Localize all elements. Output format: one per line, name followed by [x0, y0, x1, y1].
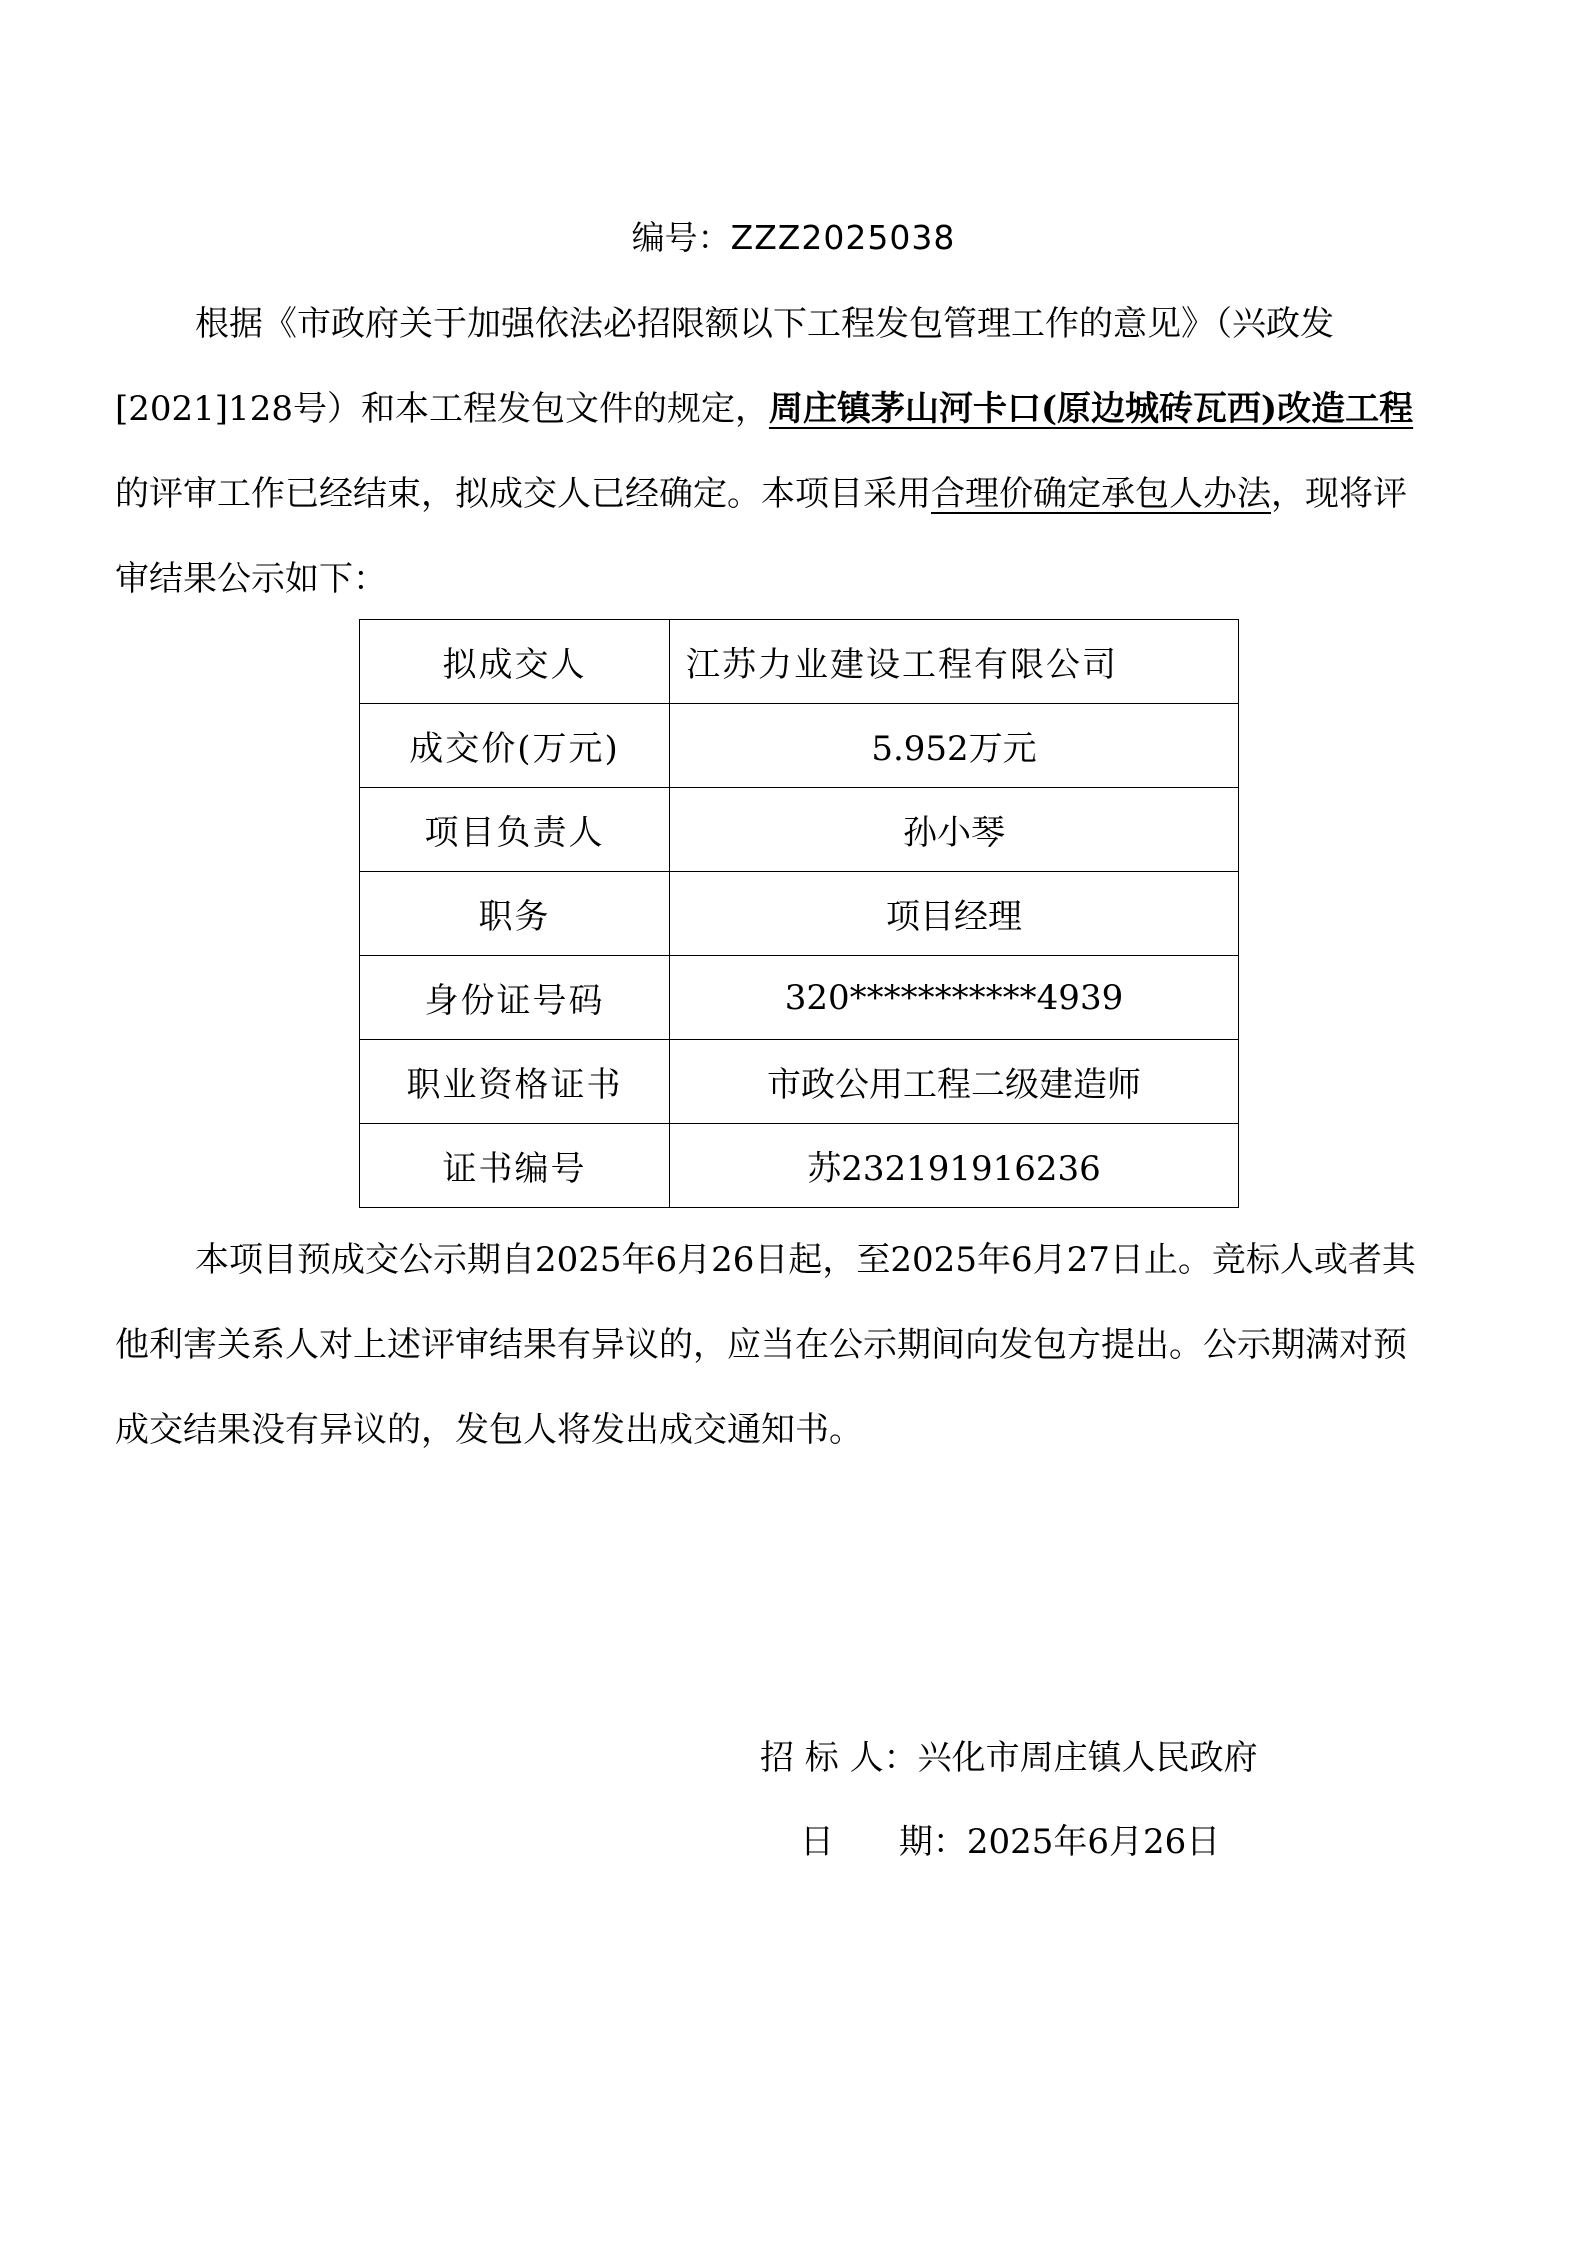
table-row [360, 704, 1239, 788]
row-label: 项目负责人 [360, 788, 670, 872]
row-label: 成交价(万元) [360, 704, 670, 788]
date-label: 日 期： [800, 1822, 967, 1862]
row-value: 320***********4939 [670, 956, 1239, 1040]
table-row [360, 872, 1239, 956]
intro-text-1: 根据《市政府关于加强依法必招限额以下工程发包管理工作的意见》（兴政发[2021]128号）和本工程发包文件的规定， [115, 304, 1334, 429]
row-label: 证书编号 [360, 1124, 670, 1208]
issuer-line [760, 1736, 1258, 1780]
document-number-label: 编号： [631, 218, 731, 257]
row-value: 5.952万元 [670, 704, 1239, 788]
table-row [360, 1124, 1239, 1208]
table-row [360, 956, 1239, 1040]
row-value: 苏232191916236 [670, 1124, 1239, 1208]
issuer-label: 招 标 人： [760, 1738, 918, 1778]
intro-text-3: ，现将评审结果公示如下： [115, 474, 1407, 599]
issue-date: 2025年6月26日 [966, 1822, 1221, 1862]
evaluation-method: 合理价确定承包人办法 [931, 474, 1271, 514]
result-table [359, 619, 1239, 1208]
row-value: 江苏力业建设工程有限公司 [670, 620, 1239, 704]
row-label: 拟成交人 [360, 620, 670, 704]
row-value: 孙小琴 [670, 788, 1239, 872]
row-label: 身份证号码 [360, 956, 670, 1040]
row-value: 项目经理 [670, 872, 1239, 956]
intro-paragraph [115, 282, 1435, 622]
notice-paragraph: 本项目预成交公示期自2025年6月26日起，至2025年6月27日止。竞标人或者其他利害关系人对上述评审结果有异议的，应当在公示期间向发包方提出。公示期满对预成交结果没有异议的，发包人将发出成交通知书。 [115, 1240, 1416, 1450]
document-number-value: ZZZ2025038 [730, 218, 956, 257]
document-number [0, 216, 1587, 260]
table-row [360, 1040, 1239, 1124]
intro-text-2: 的评审工作已经结束，拟成交人已经确定。本项目采用 [115, 474, 931, 514]
project-name: 周庄镇茅山河卡口(原边城砖瓦西)改造工程 [768, 389, 1414, 429]
row-label: 职业资格证书 [360, 1040, 670, 1124]
row-label: 职务 [360, 872, 670, 956]
table-row [360, 620, 1239, 704]
date-line [800, 1820, 1220, 1864]
table-row [360, 788, 1239, 872]
issuer-name: 兴化市周庄镇人民政府 [917, 1738, 1258, 1778]
row-value: 市政公用工程二级建造师 [670, 1040, 1239, 1124]
